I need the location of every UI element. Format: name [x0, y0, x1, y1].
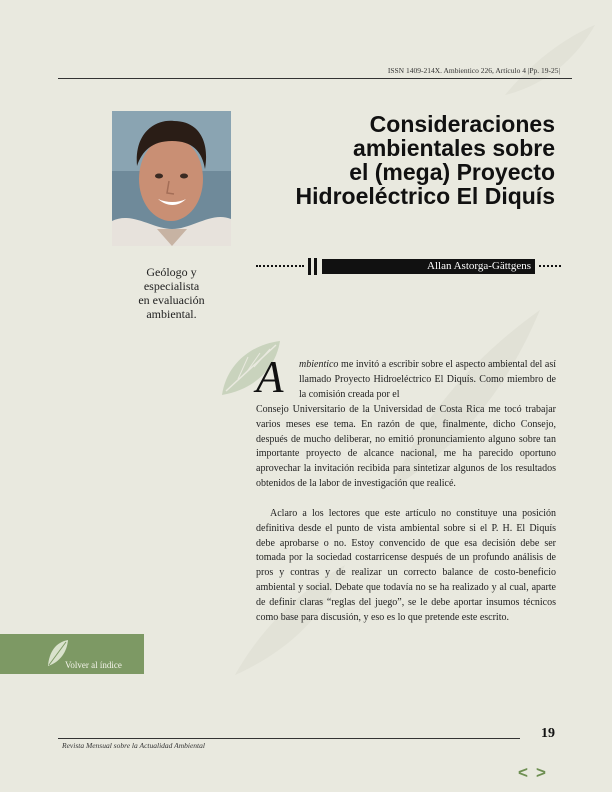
title-line: Consideraciones — [369, 111, 555, 137]
body-paragraph-intro — [299, 358, 556, 402]
previous-page-button[interactable]: < — [518, 763, 528, 782]
intro-text: me invitó a escribir sobre el aspecto ambiental del así llamado Proyecto Hidroeléctrico El Diquís. Como miembro de la comisión creada por el — [299, 359, 556, 400]
bio-line: en evaluación — [138, 293, 205, 307]
author-photo — [112, 111, 231, 246]
header-divider — [58, 78, 572, 79]
journal-name: mbientico — [299, 359, 339, 370]
author-bio — [120, 265, 223, 321]
author-name: Allan Astorga-Gättgens — [322, 259, 535, 274]
title-line: ambientales sobre — [353, 135, 555, 161]
body-paragraph: Consejo Universitario de la Universidad de Costa Rica me tocó trabajar varios meses ese tema. En razón de que, finalmente, dicho Consejo, después de mucho deliberar, no emitió pronunciamiento alguno sobre tan importante proyecto de alcance nacional, me ha parecido oportuno aprovechar la invitación recibida para sintetizar algunos de los resultados obtenidos de la labor de investigación que realicé. — [256, 404, 556, 489]
page-number: 19 — [541, 726, 555, 741]
dotted-rule — [256, 265, 304, 267]
article-title — [255, 112, 555, 208]
bio-line: especialista — [143, 279, 200, 293]
body-paragraph: Aclaro a los lectores que este artículo no constituye una posición definitiva desde el punto de vista ambiental sobre si el P. H. El Diquís debe aprobarse o no. Estoy convencido de que esa decisión debe ser tomada por la sociedad costarricense después de un profundo análisis de pros y contras y de realizar un correcto balance de costo-beneficio ambiental y social. Debate que todavía no se ha realizado y al cual, aparte de definir claras “reglas del juego”, se le debe aportar insumos técnicos como base para discusión, y eso es lo que pretende este escrito. — [256, 508, 556, 623]
issn-reference: ISSN 1409-214X. Ambientico 226, Artículo 4 |Pp. 19-25| — [387, 66, 560, 75]
double-bar-ornament — [308, 258, 318, 275]
title-line: Hidroeléctrico El Diquís — [295, 183, 555, 209]
bio-line: ambiental. — [146, 307, 197, 321]
author-bar — [256, 258, 561, 275]
dotted-rule — [539, 265, 561, 267]
title-line: el (mega) Proyecto — [349, 159, 555, 185]
footer-divider — [58, 738, 520, 739]
background-leaf-icon — [500, 20, 600, 100]
bio-line: Geólogo y — [146, 265, 197, 279]
back-to-index-label: Volver al índice — [65, 660, 122, 670]
publication-name: Revista Mensual sobre la Actualidad Ambiental — [62, 741, 205, 750]
back-to-index-button[interactable] — [0, 634, 144, 674]
next-page-button[interactable]: > — [536, 763, 546, 782]
drop-cap: A — [256, 352, 284, 402]
